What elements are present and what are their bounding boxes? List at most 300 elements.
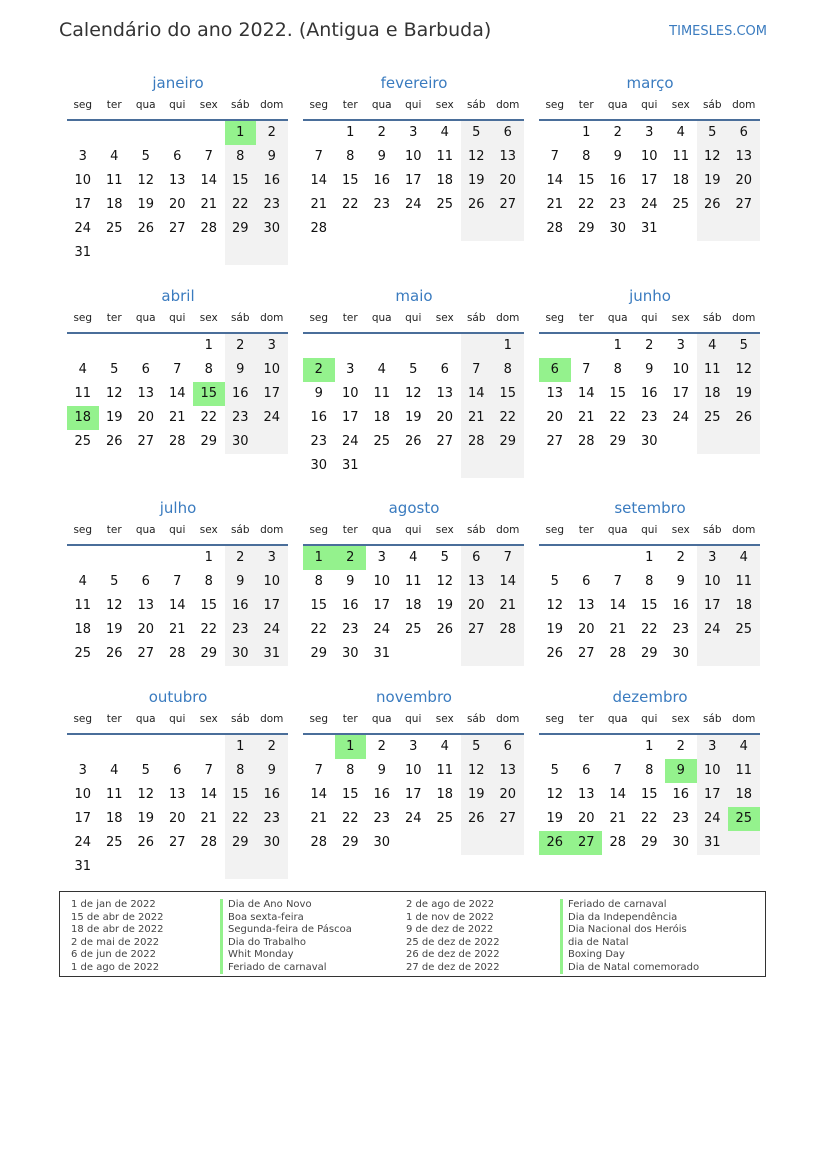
day-cell: 5 (550, 763, 559, 778)
month-title: agosto (388, 499, 440, 517)
day-cell: 12 (461, 145, 493, 169)
empty-cell (99, 546, 131, 570)
empty-cell (461, 334, 493, 358)
month-grid (539, 522, 761, 666)
day-cell: 6 (173, 149, 182, 164)
empty-cell (256, 241, 288, 265)
day-cell: 9 (225, 358, 257, 382)
day-cell: 14 (200, 173, 218, 188)
day-cell: 30 (373, 835, 391, 850)
day-cell: 5 (697, 121, 729, 145)
day-cell: 9 (645, 362, 654, 377)
weekday-header: sáb (697, 522, 729, 546)
empty-cell (461, 217, 493, 241)
legend-holiday-name: Dia Nacional dos Heróis (560, 924, 699, 937)
day-cell: 13 (137, 386, 155, 401)
empty-cell (398, 217, 430, 241)
day-cell: 14 (310, 173, 328, 188)
empty-cell (398, 334, 430, 358)
legend-date: 1 de ago de 2022 (71, 961, 160, 973)
weekday-header: seg (539, 711, 571, 735)
empty-cell (335, 217, 367, 241)
day-cell: 5 (550, 574, 559, 589)
weekday-header: ter (99, 310, 131, 334)
day-cell: 21 (168, 622, 186, 637)
day-cell: 24 (74, 221, 92, 236)
day-cell: 1 (492, 334, 524, 358)
day-cell: 14 (168, 386, 186, 401)
day-cell: 11 (404, 574, 422, 589)
empty-cell (571, 546, 603, 570)
day-cell: 6 (141, 362, 150, 377)
legend-holiday-name: Segunda-feira de Páscoa (220, 924, 352, 937)
day-cell: 11 (74, 386, 92, 401)
day-cell: 10 (373, 574, 391, 589)
day-cell: 1 (645, 550, 654, 565)
day-cell: 21 (168, 410, 186, 425)
weekday-header: qui (162, 522, 194, 546)
day-cell: 9 (225, 570, 257, 594)
day-cell: 7 (582, 362, 591, 377)
day-cell: 27 (728, 193, 760, 217)
weekday-header: ter (335, 522, 367, 546)
weekday-header: ter (335, 97, 367, 121)
holiday-day-cell: 2 (335, 546, 367, 570)
day-cell: 22 (577, 197, 595, 212)
weekday-header: qui (398, 711, 430, 735)
day-cell: 24 (256, 406, 288, 430)
day-cell: 13 (461, 570, 493, 594)
weekday-header: qui (398, 97, 430, 121)
month-grid (303, 310, 525, 478)
weekday-header: qua (602, 97, 634, 121)
day-cell: 26 (137, 835, 155, 850)
day-cell: 26 (137, 221, 155, 236)
brand-link[interactable]: TIMESLES.COM (669, 24, 767, 39)
day-cell: 17 (697, 594, 729, 618)
weekday-header: qui (398, 522, 430, 546)
day-cell: 19 (728, 382, 760, 406)
day-cell: 14 (310, 787, 328, 802)
day-cell: 28 (577, 434, 595, 449)
day-cell: 4 (377, 362, 386, 377)
empty-cell (429, 217, 461, 241)
empty-cell (130, 546, 162, 570)
day-cell: 5 (728, 334, 760, 358)
day-cell: 6 (141, 574, 150, 589)
day-cell: 31 (256, 642, 288, 666)
month-grid (303, 711, 525, 855)
empty-cell (225, 241, 257, 265)
empty-cell (492, 454, 524, 478)
day-cell: 8 (314, 574, 323, 589)
empty-cell (67, 121, 99, 145)
empty-cell (193, 241, 225, 265)
day-cell: 1 (204, 338, 213, 353)
empty-cell (366, 454, 398, 478)
month-agosto (303, 498, 525, 666)
day-cell: 17 (373, 598, 391, 613)
day-cell: 7 (314, 149, 323, 164)
weekday-header: sex (429, 522, 461, 546)
weekday-header: qua (602, 522, 634, 546)
weekday-header: dom (728, 97, 760, 121)
day-cell: 31 (640, 221, 658, 236)
day-cell: 1 (582, 125, 591, 140)
empty-cell (162, 121, 194, 145)
day-cell: 3 (645, 125, 654, 140)
day-cell: 30 (609, 221, 627, 236)
empty-cell (67, 334, 99, 358)
weekday-header: seg (67, 97, 99, 121)
month-grid (67, 310, 289, 454)
holiday-day-cell: 2 (303, 358, 335, 382)
empty-cell (539, 735, 571, 759)
legend-holiday-name: Dia de Natal comemorado (560, 962, 699, 975)
day-cell: 19 (461, 169, 493, 193)
day-cell: 23 (672, 811, 690, 826)
legend-holiday-name: Feriado de carnaval (560, 899, 699, 912)
weekday-header: dom (492, 711, 524, 735)
weekday-header: sex (665, 310, 697, 334)
empty-cell (461, 454, 493, 478)
weekday-header: qui (634, 522, 666, 546)
day-cell: 3 (409, 739, 418, 754)
day-cell: 20 (137, 622, 155, 637)
weekday-header: qui (398, 310, 430, 334)
day-cell: 8 (225, 145, 257, 169)
weekday-header: sex (429, 310, 461, 334)
day-cell: 19 (137, 811, 155, 826)
empty-cell (256, 430, 288, 454)
weekday-header: seg (303, 522, 335, 546)
day-cell: 20 (461, 594, 493, 618)
legend-date: 6 de jun de 2022 (71, 949, 156, 960)
day-cell: 19 (404, 410, 422, 425)
weekday-header: qua (366, 711, 398, 735)
weekday-header: dom (256, 310, 288, 334)
day-cell: 4 (78, 574, 87, 589)
day-cell: 11 (105, 787, 123, 802)
weekday-header: sex (665, 522, 697, 546)
legend-date: 1 de nov de 2022 (406, 911, 494, 923)
day-cell: 12 (137, 787, 155, 802)
day-cell: 10 (404, 763, 422, 778)
day-cell: 31 (697, 831, 729, 855)
day-cell: 28 (168, 434, 186, 449)
empty-cell (130, 121, 162, 145)
day-cell: 6 (492, 121, 524, 145)
legend-holiday-name: Whit Monday (220, 949, 352, 962)
day-cell: 19 (697, 169, 729, 193)
empty-cell (398, 642, 430, 666)
month-title: maio (395, 287, 433, 305)
day-cell: 25 (74, 646, 92, 661)
day-cell: 21 (577, 410, 595, 425)
empty-cell (99, 735, 131, 759)
day-cell: 13 (728, 145, 760, 169)
empty-cell (697, 642, 729, 666)
empty-cell (728, 642, 760, 666)
holiday-day-cell: 18 (67, 406, 99, 430)
day-cell: 2 (377, 125, 386, 140)
day-cell: 4 (409, 550, 418, 565)
empty-cell (492, 831, 524, 855)
month-grid (539, 310, 761, 454)
day-cell: 22 (341, 197, 359, 212)
day-cell: 18 (728, 594, 760, 618)
day-cell: 9 (377, 763, 386, 778)
day-cell: 29 (225, 217, 257, 241)
legend-date: 15 de abr de 2022 (71, 911, 164, 923)
day-cell: 18 (436, 787, 454, 802)
day-cell: 14 (546, 173, 564, 188)
day-cell: 12 (137, 173, 155, 188)
day-cell: 29 (609, 434, 627, 449)
day-cell: 3 (409, 125, 418, 140)
weekday-header: sáb (461, 97, 493, 121)
day-cell: 26 (105, 646, 123, 661)
empty-cell (193, 735, 225, 759)
empty-cell (67, 546, 99, 570)
day-cell: 17 (404, 173, 422, 188)
day-cell: 24 (404, 811, 422, 826)
day-cell: 21 (310, 811, 328, 826)
month-title: janeiro (152, 74, 204, 92)
day-cell: 8 (645, 574, 654, 589)
day-cell: 15 (577, 173, 595, 188)
day-cell: 3 (676, 338, 685, 353)
empty-cell (67, 735, 99, 759)
day-cell: 8 (645, 763, 654, 778)
day-cell: 15 (640, 598, 658, 613)
weekday-header: ter (99, 97, 131, 121)
day-cell: 25 (105, 221, 123, 236)
day-cell: 23 (373, 197, 391, 212)
day-cell: 19 (436, 598, 454, 613)
month-grid (67, 711, 289, 879)
weekday-header: qua (366, 522, 398, 546)
day-cell: 13 (137, 598, 155, 613)
holiday-day-cell: 1 (303, 546, 335, 570)
day-cell: 26 (404, 434, 422, 449)
holiday-day-cell: 1 (225, 121, 257, 145)
day-cell: 3 (697, 735, 729, 759)
day-cell: 30 (225, 642, 257, 666)
day-cell: 13 (492, 145, 524, 169)
day-cell: 7 (550, 149, 559, 164)
weekday-header: seg (67, 310, 99, 334)
day-cell: 17 (672, 386, 690, 401)
day-cell: 21 (492, 594, 524, 618)
day-cell: 16 (672, 787, 690, 802)
day-cell: 10 (672, 362, 690, 377)
day-cell: 10 (256, 358, 288, 382)
day-cell: 20 (546, 410, 564, 425)
holiday-day-cell: 25 (728, 807, 760, 831)
day-cell: 28 (310, 221, 328, 236)
day-cell: 8 (204, 574, 213, 589)
day-cell: 28 (492, 618, 524, 642)
day-cell: 20 (492, 783, 524, 807)
day-cell: 5 (409, 362, 418, 377)
day-cell: 23 (609, 197, 627, 212)
weekday-header: sáb (461, 310, 493, 334)
weekday-header: sáb (225, 522, 257, 546)
day-cell: 8 (225, 759, 257, 783)
weekday-header: qua (130, 310, 162, 334)
empty-cell (303, 735, 335, 759)
day-cell: 4 (728, 735, 760, 759)
day-cell: 16 (609, 173, 627, 188)
weekday-header: dom (256, 711, 288, 735)
day-cell: 29 (310, 646, 328, 661)
day-cell: 1 (204, 550, 213, 565)
day-cell: 19 (105, 622, 123, 637)
day-cell: 22 (609, 410, 627, 425)
empty-cell (539, 121, 571, 145)
legend-holiday-name: Feriado de carnaval (220, 962, 352, 975)
month-grid (303, 97, 525, 241)
empty-cell (130, 241, 162, 265)
day-cell: 9 (676, 574, 685, 589)
weekday-header: seg (539, 522, 571, 546)
day-cell: 16 (256, 783, 288, 807)
day-cell: 19 (461, 783, 493, 807)
empty-cell (492, 642, 524, 666)
day-cell: 13 (577, 787, 595, 802)
day-cell: 29 (640, 835, 658, 850)
day-cell: 22 (341, 811, 359, 826)
day-cell: 30 (310, 458, 328, 473)
day-cell: 12 (546, 787, 564, 802)
legend-holiday-name: Dia do Trabalho (220, 937, 352, 950)
day-cell: 16 (256, 169, 288, 193)
legend-date: 2 de ago de 2022 (406, 899, 495, 910)
day-cell: 24 (256, 618, 288, 642)
day-cell: 1 (645, 739, 654, 754)
day-cell: 2 (256, 735, 288, 759)
day-cell: 22 (225, 193, 257, 217)
day-cell: 15 (200, 598, 218, 613)
day-cell: 17 (74, 811, 92, 826)
day-cell: 18 (74, 622, 92, 637)
day-cell: 12 (546, 598, 564, 613)
day-cell: 6 (582, 574, 591, 589)
legend-holiday-name: Boxing Day (560, 949, 699, 962)
day-cell: 22 (310, 622, 328, 637)
day-cell: 30 (640, 434, 658, 449)
day-cell: 22 (225, 807, 257, 831)
day-cell: 19 (137, 197, 155, 212)
day-cell: 1 (346, 125, 355, 140)
day-cell: 9 (256, 759, 288, 783)
day-cell: 15 (640, 787, 658, 802)
empty-cell (398, 831, 430, 855)
weekday-header: ter (99, 522, 131, 546)
day-cell: 6 (173, 763, 182, 778)
weekday-header: ter (571, 310, 603, 334)
day-cell: 19 (546, 622, 564, 637)
day-cell: 9 (377, 149, 386, 164)
empty-cell (162, 735, 194, 759)
day-cell: 11 (436, 149, 454, 164)
day-cell: 31 (341, 458, 359, 473)
day-cell: 27 (461, 618, 493, 642)
day-cell: 16 (640, 386, 658, 401)
day-cell: 23 (310, 434, 328, 449)
day-cell: 7 (461, 358, 493, 382)
day-cell: 25 (697, 406, 729, 430)
legend-date: 18 de abr de 2022 (71, 924, 164, 935)
legend-names-col-2 (560, 899, 699, 974)
empty-cell (130, 855, 162, 879)
day-cell: 26 (461, 193, 493, 217)
day-cell: 11 (672, 149, 690, 164)
day-cell: 5 (440, 550, 449, 565)
weekday-header: sáb (225, 97, 257, 121)
day-cell: 28 (546, 221, 564, 236)
day-cell: 15 (341, 787, 359, 802)
day-cell: 27 (492, 807, 524, 831)
day-cell: 12 (105, 598, 123, 613)
day-cell: 15 (310, 598, 328, 613)
empty-cell (130, 735, 162, 759)
weekday-header: sáb (225, 711, 257, 735)
day-cell: 3 (78, 763, 87, 778)
day-cell: 20 (436, 410, 454, 425)
day-cell: 7 (314, 763, 323, 778)
day-cell: 7 (173, 362, 182, 377)
weekday-header: qua (130, 97, 162, 121)
day-cell: 30 (225, 430, 257, 454)
day-cell: 6 (582, 763, 591, 778)
day-cell: 29 (200, 434, 218, 449)
weekday-header: sex (193, 310, 225, 334)
empty-cell (728, 217, 760, 241)
day-cell: 22 (492, 406, 524, 430)
empty-cell (366, 334, 398, 358)
weekday-header: seg (303, 310, 335, 334)
weekday-header: dom (728, 310, 760, 334)
page-title: Calendário do ano 2022. (Antigua e Barbuda) (59, 19, 492, 41)
weekday-header: sáb (461, 711, 493, 735)
day-cell: 2 (377, 739, 386, 754)
day-cell: 29 (640, 646, 658, 661)
day-cell: 20 (577, 622, 595, 637)
day-cell: 4 (697, 334, 729, 358)
day-cell: 15 (609, 386, 627, 401)
day-cell: 26 (697, 193, 729, 217)
day-cell: 4 (110, 763, 119, 778)
empty-cell (539, 334, 571, 358)
empty-cell (697, 217, 729, 241)
day-cell: 26 (436, 622, 454, 637)
day-cell: 23 (256, 193, 288, 217)
day-cell: 4 (78, 362, 87, 377)
day-cell: 13 (168, 173, 186, 188)
day-cell: 28 (200, 221, 218, 236)
day-cell: 22 (640, 622, 658, 637)
day-cell: 3 (78, 149, 87, 164)
holiday-legend (59, 891, 766, 977)
empty-cell (99, 241, 131, 265)
day-cell: 2 (256, 121, 288, 145)
legend-date: 9 de dez de 2022 (406, 924, 494, 935)
weekday-header: ter (335, 310, 367, 334)
month-junho (539, 286, 761, 454)
empty-cell (429, 642, 461, 666)
